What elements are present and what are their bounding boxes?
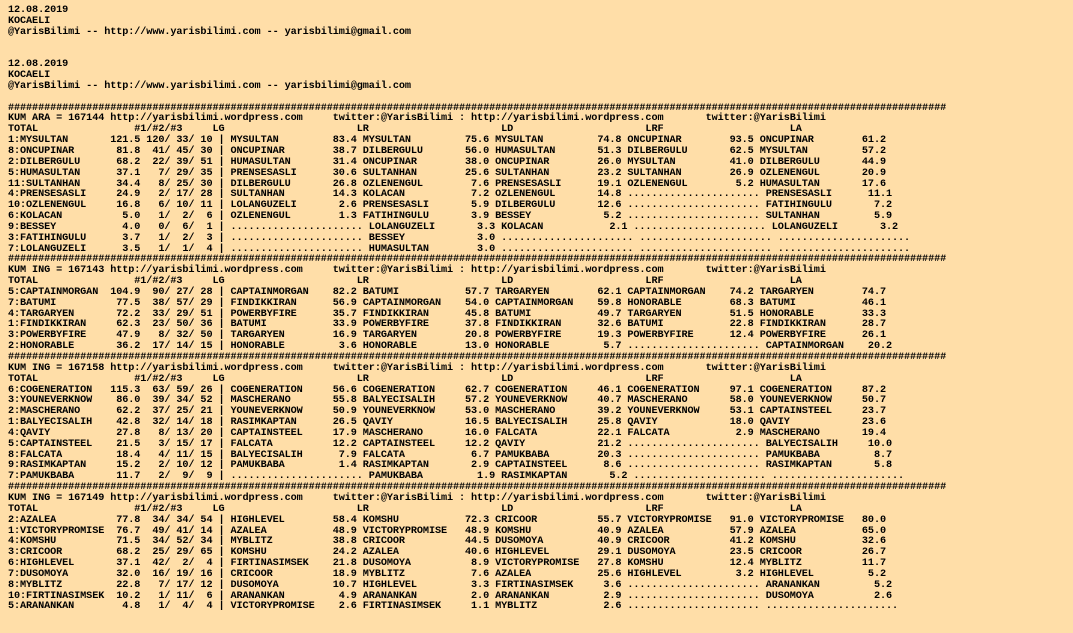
text-line: 6:COGENERATION 115.3 63/ 59/ 26 | COGENERATION 56.6 COGENERATION 62.7 COGENERATION 46.1 COGENERATION 97.1 COGENERATION 87.2	[8, 384, 886, 396]
text-line: KUM ING = 167143 http://yarisbilimi.wordpress.com twitter:@YarisBilimi : http://yarisbilimi.wordpress.com twitter:@YarisBilimi	[8, 265, 826, 277]
text-line: 1:BALYECISALIH 42.8 32/ 14/ 18 | RASIMKAPTAN 26.5 QAVIY 16.5 BALYECISALIH 25.8 QAVIY 18.0 QAVIY 23.6	[8, 417, 886, 429]
text-line: 4:KOMSHU 71.5 34/ 52/ 34 | MYBLITZ 38.8 CRICOOR 44.5 DUSOMOYA 40.9 CRICOOR 41.2 KOMSHU 32.6	[8, 536, 886, 548]
text-line: 2:AZALEA 77.8 34/ 34/ 54 | HIGHLEVEL 58.4 KOMSHU 72.3 CRICOOR 55.7 VICTORYPROMISE 91.0 VICTORYPROMISE 80.0	[8, 514, 886, 526]
text-line: 4:PRENSESASLI 24.9 2/ 17/ 28 | SULTANHAN 14.3 KOLACAN 7.2 OZLENENGUL 14.8 ...................... PRENSESASLI 11.1	[8, 189, 892, 201]
text-line: 9:RASIMKAPTAN 15.2 2/ 10/ 12 | PAMUKBABA 1.4 RASIMKAPTAN 2.9 CAPTAINSTEEL 8.6 ...................... RASIMKAPTAN 5.8	[8, 460, 892, 472]
text-line: 1:VICTORYPROMISE 76.7 49/ 41/ 14 | AZALEA 48.9 VICTORYPROMISE 48.9 KOMSHU 40.9 AZALEA 57.9 AZALEA 65.0	[8, 525, 886, 537]
text-line: 3:FATIHINGULU 3.7 1/ 2/ 3 | ...................... BESSEY 3.0 ...................... ...................... ......................	[8, 232, 911, 244]
text-line: 2:DILBERGULU 68.2 22/ 39/ 51 | HUMASULTAN 31.4 ONCUPINAR 38.0 ONCUPINAR 26.0 MYSULTAN 41.0 DILBERGULU 44.9	[8, 156, 886, 168]
text-line: @YarisBilimi -- http://www.yarisbilimi.com -- yarisbilimi@gmail.com	[8, 80, 411, 92]
text-line: 2:MASCHERANO 62.2 37/ 25/ 21 | YOUNEVERKNOW 50.9 YOUNEVERKNOW 53.0 MASCHERANO 39.2 YOUNEVERKNOW 53.1 CAPTAINSTEEL 23.7	[8, 406, 886, 418]
text-line: 5:ARANANKAN 4.8 1/ 4/ 4 | VICTORYPROMISE 2.6 FIRTINASIMSEK 1.1 MYBLITZ 2.6 ...................... ......................	[8, 601, 898, 613]
text-line: 5:CAPTAINMORGAN 104.9 90/ 27/ 28 | CAPTAINMORGAN 82.2 BATUMI 57.7 TARGARYEN 62.1 CAPTAINMORGAN 74.2 TARGARYEN 74.7	[8, 286, 886, 298]
text-line: KUM ING = 167158 http://yarisbilimi.wordpress.com twitter:@YarisBilimi : http://yarisbilimi.wordpress.com twitter:@YarisBilimi	[8, 362, 826, 374]
text-line: 12.08.2019	[8, 59, 69, 71]
section-separator: ############################################################################################################################################################	[8, 102, 947, 114]
text-line: TOTAL #1/#2/#3 LG LR LD LRF LA	[8, 373, 802, 385]
text-line: 2:HONORABLE 36.2 17/ 14/ 15 | HONORABLE 3.6 HONORABLE 13.0 HONORABLE 5.7 ...................... CAPTAINMORGAN 20.2	[8, 341, 892, 353]
text-line: 3:YOUNEVERKNOW 86.0 39/ 34/ 52 | MASCHERANO 55.8 BALYECISALIH 57.2 YOUNEVERKNOW 40.7 MASCHERANO 58.0 YOUNEVERKNOW 50.7	[8, 395, 886, 407]
text-line: 4:QAVIY 27.8 8/ 13/ 20 | CAPTAINSTEEL 17.9 MASCHERANO 16.0 FALCATA 22.1 FALCATA 2.9 MASCHERANO 19.4	[8, 427, 886, 439]
text-line: 11:SULTANHAN 34.4 8/ 25/ 30 | DILBERGULU 26.8 OZLENENGUL 7.6 PRENSESASLI 19.1 OZLENENGUL 5.2 HUMASULTAN 17.6	[8, 178, 886, 190]
text-line: 6:HIGHLEVEL 37.1 42/ 2/ 4 | FIRTINASIMSEK 21.8 DUSOMOYA 8.9 VICTORYPROMISE 27.8 KOMSHU 12.4 MYBLITZ 11.7	[8, 558, 886, 570]
text-line: 10:FIRTINASIMSEK 10.2 1/ 11/ 6 | ARANANKAN 4.9 ARANANKAN 2.0 ARANANKAN 2.9 ...................... DUSOMOYA 2.6	[8, 590, 892, 602]
section-separator: ############################################################################################################################################################	[8, 254, 947, 266]
text-line: TOTAL #1/#2/#3 LG LR LD LRF LA	[8, 276, 802, 288]
text-line: TOTAL #1/#2/#3 LG LR LD LRF LA	[8, 124, 802, 136]
text-line: 1:FINDIKKIRAN 62.3 23/ 50/ 36 | BATUMI 33.9 POWERBYFIRE 37.8 FINDIKKIRAN 32.6 BATUMI 22.8 FINDIKKIRAN 28.7	[8, 319, 886, 331]
text-line: 7:PAMUKBABA 11.7 2/ 9/ 9 | ...................... PAMUKBABA 1.9 RASIMKAPTAN 5.2 ...................... ......................	[8, 471, 905, 483]
text-line: 7:BATUMI 77.5 38/ 57/ 29 | FINDIKKIRAN 56.9 CAPTAINMORGAN 54.0 CAPTAINMORGAN 59.8 HONORABLE 68.3 BATUMI 46.1	[8, 297, 886, 309]
text-line: KUM ING = 167149 http://yarisbilimi.wordpress.com twitter:@YarisBilimi : http://yarisbilimi.wordpress.com twitter:@YarisBilimi	[8, 492, 826, 504]
text-line: 7:DUSOMOYA 32.0 16/ 19/ 16 | CRICOOR 18.9 MYBLITZ 7.6 AZALEA 25.6 HIGHLEVEL 3.2 HIGHLEVEL 5.2	[8, 568, 886, 580]
text-line: 9:BESSEY 4.0 0/ 6/ 1 | ...................... LOLANGUZELI 3.3 KOLACAN 2.1 ...................... LOLANGUZELI 3.2	[8, 221, 898, 233]
text-line: KUM ARA = 167144 http://yarisbilimi.wordpress.com twitter:@YarisBilimi : http://yarisbilimi.wordpress.com twitter:@YarisBilimi	[8, 113, 826, 125]
text-line: 6:KOLACAN 5.0 1/ 2/ 6 | OZLENENGUL 1.3 FATIHINGULU 3.9 BESSEY 5.2 ...................... SULTANHAN 5.9	[8, 211, 892, 223]
text-line: KOCAELI	[8, 15, 51, 27]
text-line: 10:OZLENENGUL 16.8 6/ 10/ 11 | LOLANGUZELI 2.6 PRENSESASLI 5.9 DILBERGULU 12.6 ...................... FATIHINGULU 7.2	[8, 200, 892, 212]
text-line: 3:POWERBYFIRE 47.9 8/ 32/ 50 | TARGARYEN 16.9 TARGARYEN 20.8 POWERBYFIRE 19.3 POWERBYFIRE 12.4 POWERBYFIRE 26.1	[8, 330, 886, 342]
text-line: 8:FALCATA 18.4 4/ 11/ 15 | BALYECISALIH 7.9 FALCATA 6.7 PAMUKBABA 20.3 ...................... PAMUKBABA 8.7	[8, 449, 892, 461]
text-line: 8:ONCUPINAR 81.8 41/ 45/ 30 | ONCUPINAR 38.7 DILBERGULU 56.0 HUMASULTAN 51.3 DILBERGULU 62.5 MYSULTAN 57.2	[8, 145, 886, 157]
text-line: TOTAL #1/#2/#3 LG LR LD LRF LA	[8, 503, 802, 515]
text-line: 3:CRICOOR 68.2 25/ 29/ 65 | KOMSHU 24.2 AZALEA 40.6 HIGHLEVEL 29.1 DUSOMOYA 23.5 CRICOOR 26.7	[8, 547, 886, 559]
section-separator: ############################################################################################################################################################	[8, 352, 947, 363]
text-line: 8:MYBLITZ 22.8 7/ 17/ 12 | DUSOMOYA 10.7 HIGHLEVEL 3.3 FIRTINASIMSEK 3.6 ...................... ARANANKAN 5.2	[8, 579, 892, 591]
text-line: KOCAELI	[8, 70, 51, 82]
section-separator: ############################################################################################################################################################	[8, 482, 947, 494]
text-line: @YarisBilimi -- http://www.yarisbilimi.com -- yarisbilimi@gmail.com	[8, 26, 411, 38]
text-line: 7:LOLANGUZELI 3.5 1/ 1/ 4 | ...................... HUMASULTAN 3.0 ...................... ...................... ......................	[8, 243, 911, 255]
text-line: 5:HUMASULTAN 37.1 7/ 29/ 35 | PRENSESASLI 30.6 SULTANHAN 25.6 SULTANHAN 23.2 SULTANHAN 26.9 OZLENENGUL 20.9	[8, 167, 886, 179]
text-line: 5:CAPTAINSTEEL 21.5 3/ 15/ 17 | FALCATA 12.2 CAPTAINSTEEL 12.2 QAVIY 21.2 ...................... BALYECISALIH 10.0	[8, 438, 892, 450]
text-line: 4:TARGARYEN 72.2 33/ 29/ 51 | POWERBYFIRE 35.7 FINDIKKIRAN 45.8 BATUMI 49.7 TARGARYEN 51.5 HONORABLE 33.3	[8, 308, 886, 320]
text-line: 1:MYSULTAN 121.5 120/ 33/ 10 | MYSULTAN 83.4 MYSULTAN 75.6 MYSULTAN 74.8 ONCUPINAR 93.5 ONCUPINAR 61.2	[8, 135, 886, 147]
text-line: 12.08.2019	[8, 5, 69, 16]
